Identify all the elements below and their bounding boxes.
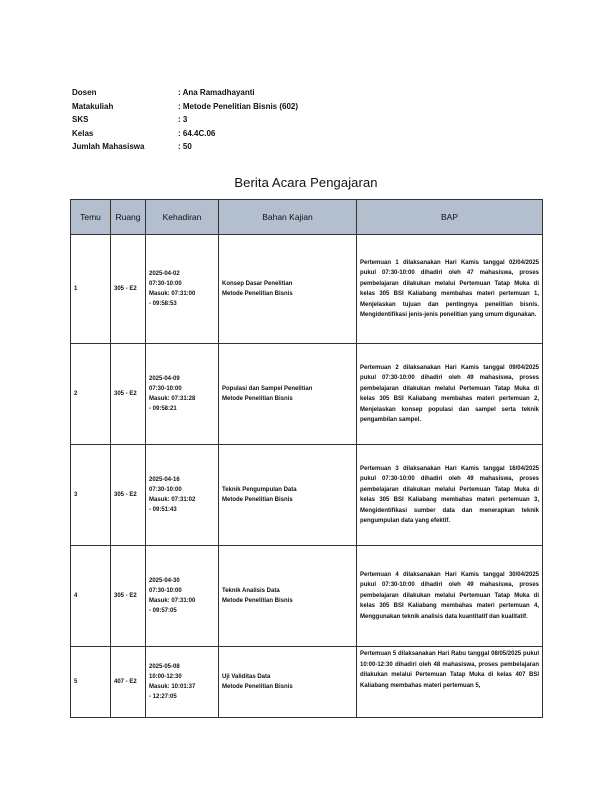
cell-bahan-kajian (219, 546, 357, 647)
kehadiran-date: 2025-04-02 (149, 271, 180, 277)
kehadiran-masuk: Masuk: 07:31:00 (149, 598, 196, 604)
info-row-sks (72, 113, 298, 127)
table-row (71, 344, 543, 445)
kehadiran-date: 2025-04-09 (149, 376, 180, 382)
info-row-matakuliah (72, 100, 298, 114)
cell-bahan-kajian (219, 647, 357, 718)
info-value: : 64.4C.06 (178, 128, 216, 138)
cell-ruang: 407 - E2 (111, 647, 146, 718)
kehadiran-masuk: Masuk: 07:31:28 (149, 396, 196, 402)
bahan-topic: Teknik Analisis Data (222, 588, 280, 594)
cell-temu: 5 (71, 647, 111, 718)
kehadiran-date: 2025-04-30 (149, 578, 180, 584)
header-kehadiran: Kehadiran (146, 200, 219, 235)
header-bap: BAP (357, 200, 543, 235)
info-row-dosen (72, 86, 298, 100)
bahan-course: Metode Penelitian Bisnis (222, 396, 293, 402)
cell-bahan-kajian (219, 235, 357, 344)
cell-bahan-kajian (219, 445, 357, 546)
cell-ruang: 305 - E2 (111, 445, 146, 546)
table-row (71, 647, 543, 718)
bahan-course: Metode Penelitian Bisnis (222, 497, 293, 503)
info-label: Kelas (72, 128, 94, 138)
kehadiran-masuk: Masuk: 07:31:02 (149, 497, 196, 503)
info-value: : 50 (178, 142, 192, 152)
kehadiran-masuk: Masuk: 10:01:37 (149, 684, 196, 690)
table-header-row (71, 200, 543, 235)
cell-temu: 1 (71, 235, 111, 344)
bap-table (70, 199, 543, 718)
info-value: : Ana Ramadhayanti (178, 88, 255, 98)
bahan-topic: Uji Validitas Data (222, 674, 271, 680)
bahan-course: Metode Penelitian Bisnis (222, 598, 293, 604)
cell-bahan-kajian (219, 344, 357, 445)
info-label: Matakuliah (72, 101, 114, 111)
info-value: : 3 (178, 115, 188, 125)
cell-ruang: 305 - E2 (111, 344, 146, 445)
table-row (71, 546, 543, 647)
kehadiran-time: 07:30-10:00 (149, 386, 182, 392)
kehadiran-time: 07:30-10:00 (149, 588, 182, 594)
kehadiran-time: 07:30-10:00 (149, 281, 182, 287)
info-row-kelas (72, 127, 298, 141)
kehadiran-keluar: - 09:58:21 (149, 406, 177, 412)
kehadiran-time: 07:30-10:00 (149, 487, 182, 493)
header-temu: Temu (71, 200, 111, 235)
kehadiran-date: 2025-05-08 (149, 664, 180, 670)
bahan-topic: Konsep Dasar Penelitian (222, 281, 293, 287)
cell-kehadiran (146, 235, 219, 344)
bahan-topic: Populasi dan Sampel Penelitian (222, 386, 313, 392)
info-label: Dosen (72, 88, 97, 98)
info-value: : Metode Penelitian Bisnis (602) (178, 101, 299, 111)
cell-kehadiran (146, 546, 219, 647)
cell-bap: Pertemuan 3 dilaksanakan Hari Kamis tanggal 16/04/2025 pukul 07:30-10:00 dihadiri oleh 49 mahasiswa, proses pembelajaran dilakukan melalui Pertemuan Tatap Muka di kelas 305 BSI Kaliabang membahas materi pertemuan 3, Mengidentifikasi sumber data dan menerapkan teknik pengumpulan data yang efektif. (357, 445, 543, 546)
info-row-jumlah-mahasiswa (72, 140, 298, 154)
kehadiran-masuk: Masuk: 07:31:00 (149, 291, 196, 297)
info-label: SKS (72, 115, 89, 125)
bahan-course: Metode Penelitian Bisnis (222, 684, 293, 690)
kehadiran-keluar: - 12:27:05 (149, 694, 177, 700)
page-title: Berita Acara Pengajaran (234, 175, 378, 190)
cell-ruang: 305 - E2 (111, 546, 146, 647)
cell-temu: 3 (71, 445, 111, 546)
kehadiran-keluar: - 09:58:53 (149, 301, 177, 307)
bahan-course: Metode Penelitian Bisnis (222, 291, 293, 297)
course-info (72, 86, 298, 154)
cell-bap: Pertemuan 5 dilaksanakan Hari Rabu tanggal 08/05/2025 pukul 10:00-12:30 dihadiri oleh 48 mahasiswa, proses pembelajaran dilakukan melalui Pertemuan Tatap Muka di kelas 407 BSI Kaliabang membahas materi pertemuan 5, (357, 647, 543, 718)
cell-bap: Pertemuan 4 dilaksanakan Hari Kamis tanggal 30/04/2025 pukul 07:30-10:00 dihadiri oleh 49 mahasiswa, proses pembelajaran dilakukan melalui Pertemuan Tatap Muka di kelas 305 BSI Kaliabang membahas materi pertemuan 4, Menggunakan teknik analisis data kuantitatif dan kualitatif. (357, 546, 543, 647)
kehadiran-keluar: - 09:51:43 (149, 507, 177, 513)
table-row (71, 445, 543, 546)
kehadiran-date: 2025-04-16 (149, 477, 180, 483)
header-ruang: Ruang (111, 200, 146, 235)
cell-temu: 2 (71, 344, 111, 445)
kehadiran-keluar: - 09:57:05 (149, 608, 177, 614)
kehadiran-time: 10:00-12:30 (149, 674, 182, 680)
cell-bap: Pertemuan 1 dilaksanakan Hari Kamis tanggal 02/04/2025 pukul 07:30-10:00 dihadiri oleh 47 mahasiswa, proses pembelajaran dilakukan melalui Pertemuan Tatap Muka di kelas 305 BSI Kaliabang membahas materi pertemuan 1, Menjelaskan tujuan dan pentingnya penelitian bisnis. Mengidentifikasi jenis-jenis penelitian yang umum digunakan. (357, 235, 543, 344)
cell-kehadiran (146, 344, 219, 445)
info-label: Jumlah Mahasiswa (72, 142, 145, 152)
cell-kehadiran (146, 647, 219, 718)
bahan-topic: Teknik Pengumpulan Data (222, 487, 297, 493)
cell-bap: Pertemuan 2 dilaksanakan Hari Kamis tanggal 09/04/2025 pukul 07:30-10:00 dihadiri oleh 49 mahasiswa, proses pembelajaran dilakukan melalui Pertemuan Tatap Muka di kelas 305 BSI Kaliabang membahas materi pertemuan 2, Menjelaskan konsep populasi dan sampel serta teknik pengambilan sampel. (357, 344, 543, 445)
header-bahan-kajian: Bahan Kajian (219, 200, 357, 235)
cell-kehadiran (146, 445, 219, 546)
cell-ruang: 305 - E2 (111, 235, 146, 344)
cell-temu: 4 (71, 546, 111, 647)
table-row (71, 235, 543, 344)
